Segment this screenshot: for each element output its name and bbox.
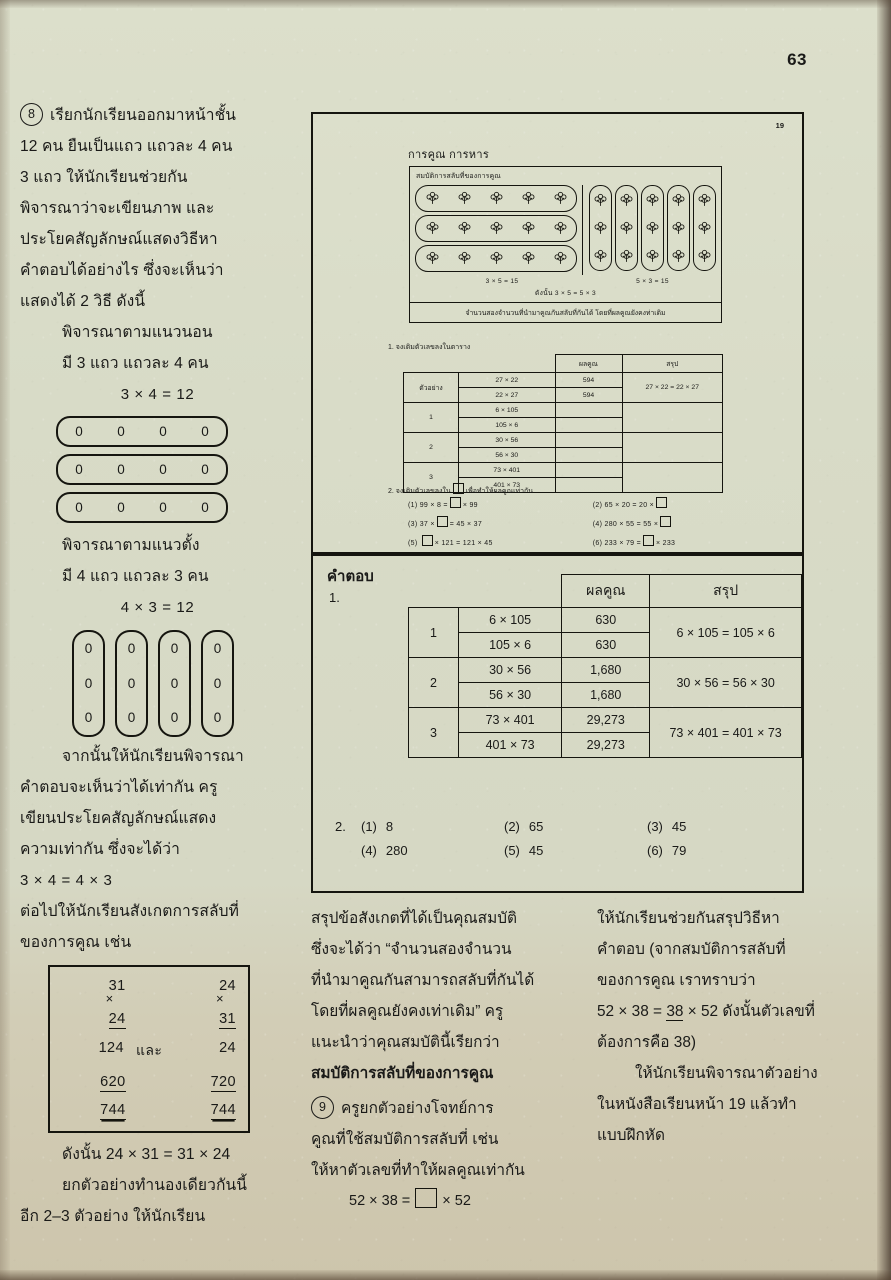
dot-row — [56, 454, 228, 485]
dot: 0 — [75, 423, 83, 439]
flower-icon — [645, 221, 660, 236]
flower-icon — [553, 251, 568, 266]
flower-icon — [425, 251, 440, 266]
answer-entry — [647, 843, 790, 858]
step-number-9: 9 — [311, 1096, 334, 1119]
mid-line-2: ที่นำมาคูณกันสามารถสลับที่กันได้ — [311, 972, 535, 989]
fax-row-label: 2 — [404, 433, 459, 463]
answers-row-no: 3 — [409, 708, 459, 758]
flower-icon — [457, 191, 472, 206]
facsimile-heading: การคูณ การหาร — [408, 149, 490, 161]
fax-exercise-item — [408, 535, 593, 547]
mul-right-top: 24 — [219, 978, 236, 994]
mul-conclusion: ดังนั้น 24 × 31 = 31 × 24 — [62, 1146, 231, 1163]
fax-row-prod1 — [555, 433, 622, 448]
answer-box-icon — [437, 516, 448, 527]
answer-value: 280 — [385, 843, 408, 858]
answers-item-1-label: 1. — [329, 590, 340, 605]
flower-icon — [553, 221, 568, 236]
facsimile-exercise-list — [408, 497, 793, 554]
fax-row-label: 1 — [404, 403, 459, 433]
answer-box-icon — [450, 497, 461, 508]
left-tail-line-0: ยกตัวอย่างทำนองเดียวกันนี้ — [62, 1177, 248, 1194]
fax-row-label: 3 — [404, 463, 459, 493]
dot: 0 — [127, 710, 136, 726]
flower-row — [415, 245, 577, 272]
right-eq-prefix: 52 × 38 = — [597, 1003, 663, 1020]
facsimile-question-2 — [388, 483, 533, 497]
right-tail-line-0: ให้นักเรียนพิจารณาตัวอย่าง — [635, 1065, 818, 1082]
answer-value: 45 — [528, 843, 544, 858]
dot-column — [115, 630, 148, 737]
answers-title: คำตอบ — [327, 568, 374, 585]
answers-row-expr1: 30 × 56 — [459, 658, 562, 683]
facsimile-question-1: 1. จงเติมตัวเลขลงในตาราง — [388, 344, 471, 351]
fax-row-expr2: 105 × 6 — [459, 418, 556, 433]
after-line-3: ความเท่ากัน ซึ่งจะได้ว่า — [20, 841, 181, 858]
property-name-bold: สมบัติการสลับที่ของการคูณ — [311, 1065, 494, 1082]
after-line-2: เขียนประโยคสัญลักษณ์แสดง — [20, 810, 217, 827]
dot-row — [56, 492, 228, 523]
mid-line-0: สรุปข้อสังเกตที่ได้เป็นคุณสมบัติ — [311, 910, 517, 927]
dot: 0 — [117, 461, 125, 477]
answers-row-no: 1 — [409, 608, 459, 658]
fax-ex-after: × 233 — [656, 540, 676, 547]
vertical-method-heading: พิจารณาตามแนวตั้ง — [62, 537, 200, 554]
flower-columns-group — [583, 185, 716, 275]
table-row — [409, 708, 802, 733]
flower-column — [589, 185, 612, 271]
illustration-box-title: สมบัติการสลับที่ของการคูณ — [416, 173, 501, 180]
answers-row-summary: 30 × 56 = 56 × 30 — [650, 658, 802, 708]
answers-row-expr1: 6 × 105 — [459, 608, 562, 633]
fax-q2-text: 2. จงเติมตัวเลขลงใน — [388, 488, 451, 495]
mid-line-1: ซึ่งจะได้ว่า “จำนวนสองจำนวน — [311, 941, 512, 958]
mul-left-top: 31 — [108, 978, 126, 994]
fax-row-prod2: 594 — [555, 388, 622, 403]
flower-icon — [619, 193, 634, 208]
left-line-5: คำตอบได้อย่างไร ซึ่งจะเห็นว่า — [20, 262, 224, 279]
dot: 0 — [170, 710, 179, 726]
fax-row-expr1: 6 × 105 — [459, 403, 556, 418]
answer-no: (5) — [504, 843, 520, 858]
mid-item-line-1: คูณที่ใช้สมบัติการสลับที่ เช่น — [311, 1131, 499, 1148]
step-number-8: 8 — [20, 103, 43, 126]
fax-exercise-item — [408, 497, 593, 509]
mid-item-line-2: ให้หาตัวเลขที่ทำให้ผลคูณเท่ากัน — [311, 1162, 525, 1179]
dot: 0 — [170, 675, 179, 691]
table-row — [404, 373, 723, 388]
answer-entry — [504, 843, 647, 858]
answers-row-expr2: 56 × 30 — [459, 683, 562, 708]
fax-q2-tail: เพื่อทำให้ผลคูณเท่ากัน — [465, 488, 534, 495]
fax-row-label: ตัวอย่าง — [404, 373, 459, 403]
vertical-equation: 4 × 3 = 12 — [120, 599, 195, 616]
answer-value: 65 — [528, 819, 544, 834]
flower-icon — [593, 193, 608, 208]
flower-eq-summary: ดังนั้น 3 × 5 = 5 × 3 — [535, 290, 596, 297]
mul-left-bottom: 24 — [108, 1011, 126, 1027]
fax-row-prod1 — [555, 463, 622, 478]
flower-eq-left: 3 × 5 = 15 — [485, 278, 519, 285]
answers-row-prod2: 29,273 — [562, 733, 650, 758]
mul-right-total: 744 — [210, 1102, 236, 1118]
table-row — [404, 433, 723, 448]
dot: 0 — [117, 499, 125, 515]
answer-no: (2) — [504, 819, 520, 834]
page-number: 63 — [787, 50, 807, 69]
page-edge-top — [0, 0, 891, 8]
right-eq-underlined: 38 — [666, 1003, 684, 1020]
mul-right-times: × — [216, 991, 224, 1006]
fax-row-prod1 — [555, 403, 622, 418]
dot: 0 — [159, 499, 167, 515]
after-line-0: จากนั้นให้นักเรียนพิจารณา — [62, 748, 244, 765]
mul-right-bottom: 31 — [219, 1011, 236, 1027]
fax-ex-before: 37 × — [419, 521, 435, 528]
answers-header-summary: สรุป — [650, 575, 802, 608]
next-line-0: ต่อไปให้นักเรียนสังเกตการสลับที่ — [20, 903, 239, 920]
answers-item-2-label: 2. — [335, 819, 346, 834]
next-line-1: ของการคูณ เช่น — [20, 934, 132, 951]
flower-icon — [697, 193, 712, 208]
answer-box-icon — [453, 483, 464, 494]
answers-row-expr2: 105 × 6 — [459, 633, 562, 658]
answers-header-product: ผลคูณ — [562, 575, 650, 608]
fax-row-expr2: 401 × 73 — [459, 478, 556, 493]
mid-eq-before: 52 × 38 = — [349, 1193, 411, 1209]
fax-row-expr2: 56 × 30 — [459, 448, 556, 463]
flower-icon — [425, 221, 440, 236]
flower-row — [415, 185, 577, 212]
flower-icon — [697, 249, 712, 264]
answers-row-prod2: 1,680 — [562, 683, 650, 708]
flower-icon — [593, 249, 608, 264]
answers-row-expr1: 73 × 401 — [459, 708, 562, 733]
right-line-1: คำตอบ (จากสมบัติการสลับที่ — [597, 941, 786, 958]
fax-ex-no: (6) — [592, 540, 603, 547]
dot-row — [56, 416, 228, 447]
fax-header-summary: สรุป — [622, 355, 723, 373]
table-row — [404, 403, 723, 418]
horizontal-method-heading: พิจารณาตามแนวนอน — [62, 324, 213, 341]
answer-no: (3) — [647, 819, 663, 834]
fax-exercise-item — [593, 535, 778, 547]
dot: 0 — [170, 641, 179, 657]
mid-equation — [311, 1186, 583, 1217]
fax-ex-before: 99 × 8 = — [419, 502, 448, 509]
table-row — [409, 658, 802, 683]
middle-text-column — [311, 903, 583, 1217]
left-teaching-column — [20, 100, 295, 1232]
left-line-6: แสดงได้ 2 วิธี ดังนี้ — [20, 293, 146, 310]
answers-row-prod1: 1,680 — [562, 658, 650, 683]
horizontal-dot-diagram — [56, 416, 295, 523]
mul-left-partial-1: 124 — [98, 1040, 124, 1056]
dot: 0 — [127, 641, 136, 657]
answers-row-prod2: 630 — [562, 633, 650, 658]
fax-header-product: ผลคูณ — [555, 355, 622, 373]
fax-ex-before: 233 × 79 = — [604, 540, 641, 547]
flower-rows-group — [415, 185, 583, 275]
flower-icon — [521, 251, 536, 266]
right-tail-line-2: แบบฝึกหัด — [597, 1127, 665, 1144]
dot: 0 — [84, 710, 93, 726]
flower-icon — [619, 249, 634, 264]
dot-column — [201, 630, 234, 737]
left-line-4: ประโยคสัญลักษณ์แสดงวิธีหา — [20, 231, 218, 248]
fax-row-summary — [622, 463, 723, 493]
flower-icon — [645, 249, 660, 264]
mul-right-partial-2: 720 — [210, 1074, 236, 1090]
fax-ex-no: (3) — [408, 521, 418, 528]
dot: 0 — [84, 641, 93, 657]
mul-left-times: × — [105, 991, 114, 1006]
flower-icon — [645, 193, 660, 208]
left-line-0: เรียกนักเรียนออกมาหน้าชั้น — [50, 107, 237, 124]
dot: 0 — [159, 461, 167, 477]
fax-row-summary — [622, 433, 723, 463]
dot-column — [72, 630, 105, 737]
fax-row-expr1: 30 × 56 — [459, 433, 556, 448]
page-edge-left — [0, 0, 10, 1280]
fax-row-prod2 — [555, 448, 622, 463]
answers-item-2 — [335, 819, 790, 867]
left-tail-line-1: อีก 2–3 ตัวอย่าง ให้นักเรียน — [20, 1208, 206, 1225]
fax-exercise-item — [593, 516, 778, 528]
mul-right-partial-1: 24 — [219, 1040, 236, 1056]
flower-icon — [457, 251, 472, 266]
left-line-3: พิจารณาว่าจะเขียนภาพ และ — [20, 200, 215, 217]
fax-row-expr1: 73 × 401 — [459, 463, 556, 478]
fax-ex-after: × 121 = 121 × 45 — [434, 540, 493, 547]
answers-row-summary: 73 × 401 = 401 × 73 — [650, 708, 802, 758]
left-intro-line-1 — [20, 100, 295, 131]
left-line-1: 12 คน ยืนเป็นแถว แถวละ 4 คน — [20, 138, 233, 155]
textbook-facsimile-page-19 — [311, 112, 804, 556]
answer-value: 45 — [671, 819, 687, 834]
flower-icon — [671, 221, 686, 236]
flower-icon — [489, 251, 504, 266]
flower-icon — [697, 221, 712, 236]
answer-no: (4) — [361, 843, 377, 858]
flower-icon — [457, 221, 472, 236]
answer-no: (1) — [361, 819, 377, 834]
dot: 0 — [75, 499, 83, 515]
answers-row-summary: 6 × 105 = 105 × 6 — [650, 608, 802, 658]
long-multiplication-box — [48, 965, 250, 1133]
dot: 0 — [213, 710, 222, 726]
flower-column — [615, 185, 638, 271]
flower-column — [641, 185, 664, 271]
fax-row-expr2: 22 × 27 — [459, 388, 556, 403]
answer-value: 8 — [385, 819, 394, 834]
mid-line-3: โดยที่ผลคูณยังคงเท่าเดิม” ครู — [311, 1003, 504, 1020]
answers-row-expr2: 401 × 73 — [459, 733, 562, 758]
flower-icon — [593, 221, 608, 236]
answer-entry — [647, 819, 790, 834]
fax-ex-no: (1) — [408, 502, 418, 509]
dot: 0 — [84, 675, 93, 691]
answers-row-prod1: 630 — [562, 608, 650, 633]
facsimile-page-number: 19 — [775, 121, 784, 130]
dot: 0 — [201, 423, 209, 439]
dot: 0 — [201, 461, 209, 477]
mul-left-total: 744 — [100, 1102, 126, 1118]
fax-row-summary — [622, 403, 723, 433]
mid-item-text: ครูยกตัวอย่างโจทย์การ — [341, 1100, 494, 1117]
right-eq-suffix: × 52 ดังนั้นตัวเลขที่ — [687, 1003, 815, 1020]
fax-row-expr1: 27 × 22 — [459, 373, 556, 388]
fax-ex-before: 280 × 55 = 55 × — [604, 521, 659, 528]
fax-ex-before: 65 × 20 = 20 × — [604, 502, 655, 509]
flower-icon — [425, 191, 440, 206]
page-edge-right — [877, 0, 891, 1280]
fax-exercise-item — [593, 497, 778, 509]
answer-box-icon — [660, 516, 671, 527]
answer-entry — [361, 819, 504, 834]
horizontal-method-desc: มี 3 แถว แถวละ 4 คน — [62, 355, 209, 372]
after-line-1: คำตอบจะเห็นว่าได้เท่ากัน ครู — [20, 779, 218, 796]
commutative-property-illustration-box — [409, 166, 722, 323]
right-line-2: ของการคูณ เราทราบว่า — [597, 972, 756, 989]
commutative-note: จำนวนสองจำนวนที่นำมาคูณกันสลับที่กันได้ โดยที่ผลคูณยังคงท่าเดิม — [410, 302, 721, 322]
mul-conjunction: และ — [136, 1042, 163, 1058]
table-row — [409, 608, 802, 633]
fax-exercise-item — [408, 516, 593, 528]
answer-box-icon — [643, 535, 654, 546]
page-edge-bottom — [0, 1270, 891, 1280]
vertical-method-desc: มี 4 แถว แถวละ 3 คน — [62, 568, 209, 585]
right-tail-line-1: ในหนังสือเรียนหน้า 19 แล้วทำ — [597, 1096, 797, 1113]
flower-icon — [553, 191, 568, 206]
dot: 0 — [117, 423, 125, 439]
flower-column — [667, 185, 690, 271]
fax-ex-no: (4) — [592, 521, 603, 528]
flower-column — [693, 185, 716, 271]
dot: 0 — [213, 675, 222, 691]
dot: 0 — [75, 461, 83, 477]
flower-row — [415, 215, 577, 242]
right-equation-line — [597, 996, 869, 1027]
flower-icon — [671, 249, 686, 264]
answers-table — [408, 574, 802, 758]
answer-entry — [504, 819, 647, 834]
flower-icon — [521, 191, 536, 206]
fax-ex-after: = 45 × 37 — [449, 521, 483, 528]
answer-no: (6) — [647, 843, 663, 858]
flower-icon — [671, 193, 686, 208]
vertical-dot-diagram — [72, 630, 295, 737]
flower-icon — [619, 221, 634, 236]
fax-row-prod1: 594 — [555, 373, 622, 388]
fax-row-summary: 27 × 22 = 22 × 27 — [622, 373, 723, 403]
table-row — [404, 463, 723, 478]
mid-line-4: แนะนำว่าคุณสมบัตินี้เรียกว่า — [311, 1034, 500, 1051]
answers-row-no: 2 — [409, 658, 459, 708]
left-line-2: 3 แถว ให้นักเรียนช่วยกัน — [20, 169, 188, 186]
dot: 0 — [201, 499, 209, 515]
fax-row-prod2 — [555, 478, 622, 493]
horizontal-equation: 3 × 4 = 12 — [120, 386, 195, 403]
mul-left-partial-2: 620 — [100, 1074, 126, 1090]
dot: 0 — [159, 423, 167, 439]
mid-eq-after: × 52 — [442, 1193, 471, 1209]
answer-box-icon — [415, 1188, 437, 1208]
flower-eq-right: 5 × 3 = 15 — [636, 278, 669, 285]
mid-item-line-0 — [311, 1093, 583, 1124]
answer-box-icon — [422, 535, 433, 546]
facsimile-exercise-table — [403, 354, 723, 493]
right-line-after: ต้องการคือ 38) — [597, 1034, 697, 1051]
fax-ex-no: (2) — [592, 502, 603, 509]
answers-box — [311, 552, 804, 893]
flower-icon — [521, 221, 536, 236]
commutative-equation: 3 × 4 = 4 × 3 — [20, 872, 113, 889]
dot: 0 — [213, 641, 222, 657]
right-line-0: ให้นักเรียนช่วยกันสรุปวิธีหา — [597, 910, 780, 927]
flower-icon — [489, 191, 504, 206]
flower-icon — [489, 221, 504, 236]
fax-ex-after: × 99 — [462, 502, 478, 509]
answer-value: 79 — [671, 843, 687, 858]
dot: 0 — [127, 675, 136, 691]
dot-column — [158, 630, 191, 737]
fax-row-prod2 — [555, 418, 622, 433]
answer-box-icon — [656, 497, 667, 508]
answers-row-prod1: 29,273 — [562, 708, 650, 733]
answer-entry — [361, 843, 504, 858]
fax-ex-no: (5) — [408, 540, 418, 547]
right-text-column — [597, 903, 869, 1151]
